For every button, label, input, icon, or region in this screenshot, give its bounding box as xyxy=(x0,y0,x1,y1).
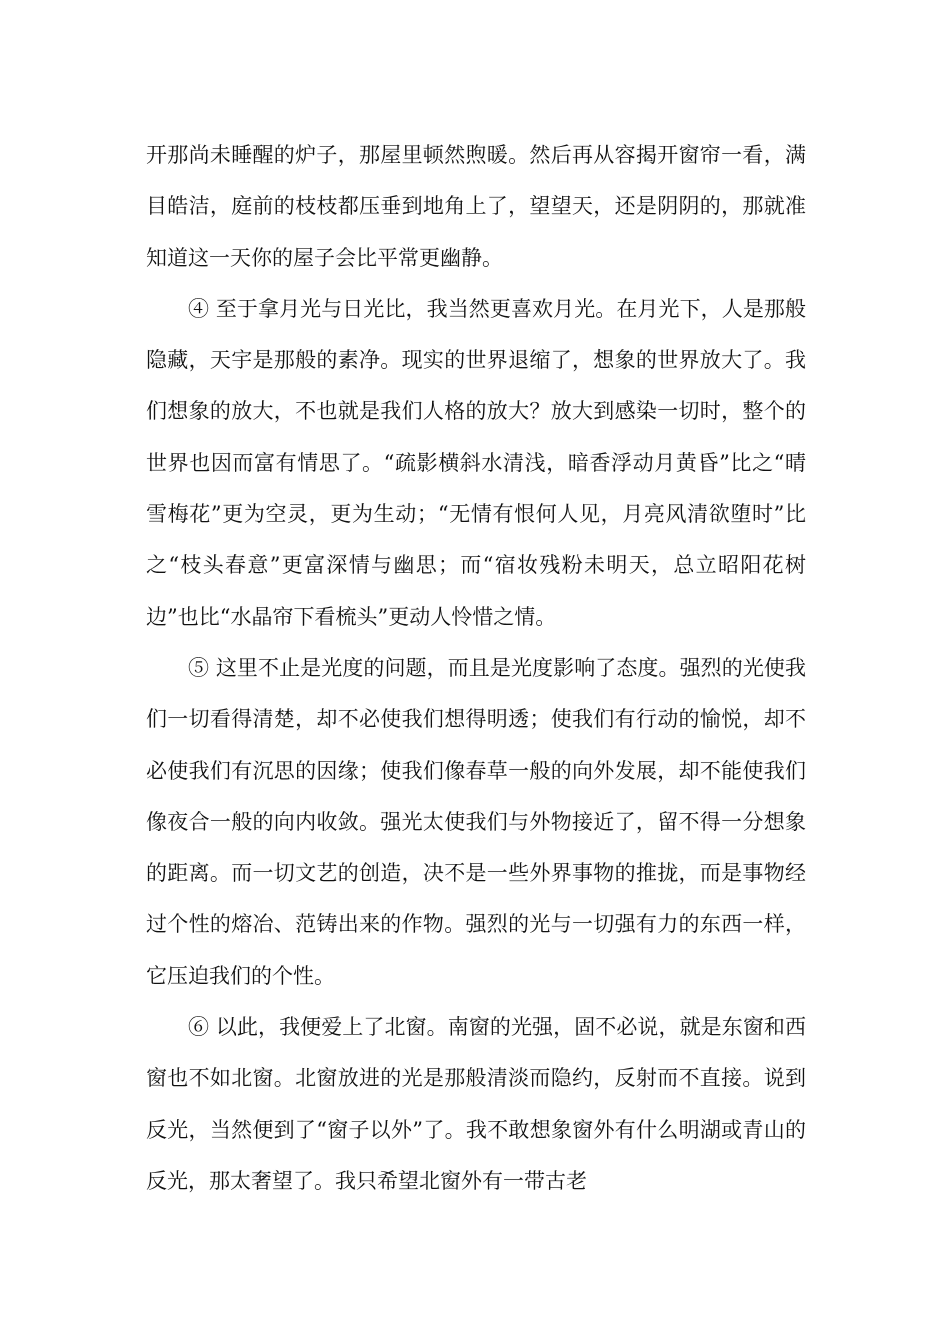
paragraph-4: ④ 至于拿月光与日光比，我当然更喜欢月光。在月光下，人是那般隐藏，天宇是那般的素净。现实的世界退缩了，想象的世界放大了。我们想象的放大，不也就是我们人格的放大？放大到感染一切时，整个的世界也因而富有情思了。“疏影横斜水清浅，暗香浮动月黄昏”比之“晴雪梅花”更为空灵，更为生动；“无情有恨何人见，月亮风清欲堕时”比之“枝头春意”更富深情与幽思；而“宿妆残粉未明天，总立昭阳花树边”也比“水晶帘下看梳头”更动人怜惜之情。 xyxy=(146,296,806,629)
article-body xyxy=(146,130,806,1207)
paragraph-6: ⑥ 以此，我便爱上了北窗。南窗的光强，固不必说，就是东窗和西窗也不如北窗。北窗放进的光是那般清淡而隐约，反射而不直接。说到反光，当然便到了“窗子以外”了。我不敢想象窗外有什么明湖或青山的反光，那太奢望了。我只希望北窗外有一带古老 xyxy=(146,1015,806,1193)
paragraph-3-continuation: 开那尚未睡醒的炉子，那屋里顿然煦暖。然后再从容揭开窗帘一看，满目皓洁，庭前的枝枝都压垂到地角上了，望望天，还是阴阴的，那就准知道这一天你的屋子会比平常更幽静。 xyxy=(146,143,806,270)
paragraph-5: ⑤ 这里不止是光度的问题，而且是光度影响了态度。强烈的光使我们一切看得清楚，却不必使我们想得明透；使我们有行动的愉悦，却不必使我们有沉思的因缘；使我们像春草一般的向外发展，却不能使我们像夜合一般的向内收敛。强光太使我们与外物接近了，留不得一分想象的距离。而一切文艺的创造，决不是一些外界事物的推拢，而是事物经过个性的熔冶、范铸出来的作物。强烈的光与一切强有力的东西一样，它压迫我们的个性。 xyxy=(146,655,806,988)
